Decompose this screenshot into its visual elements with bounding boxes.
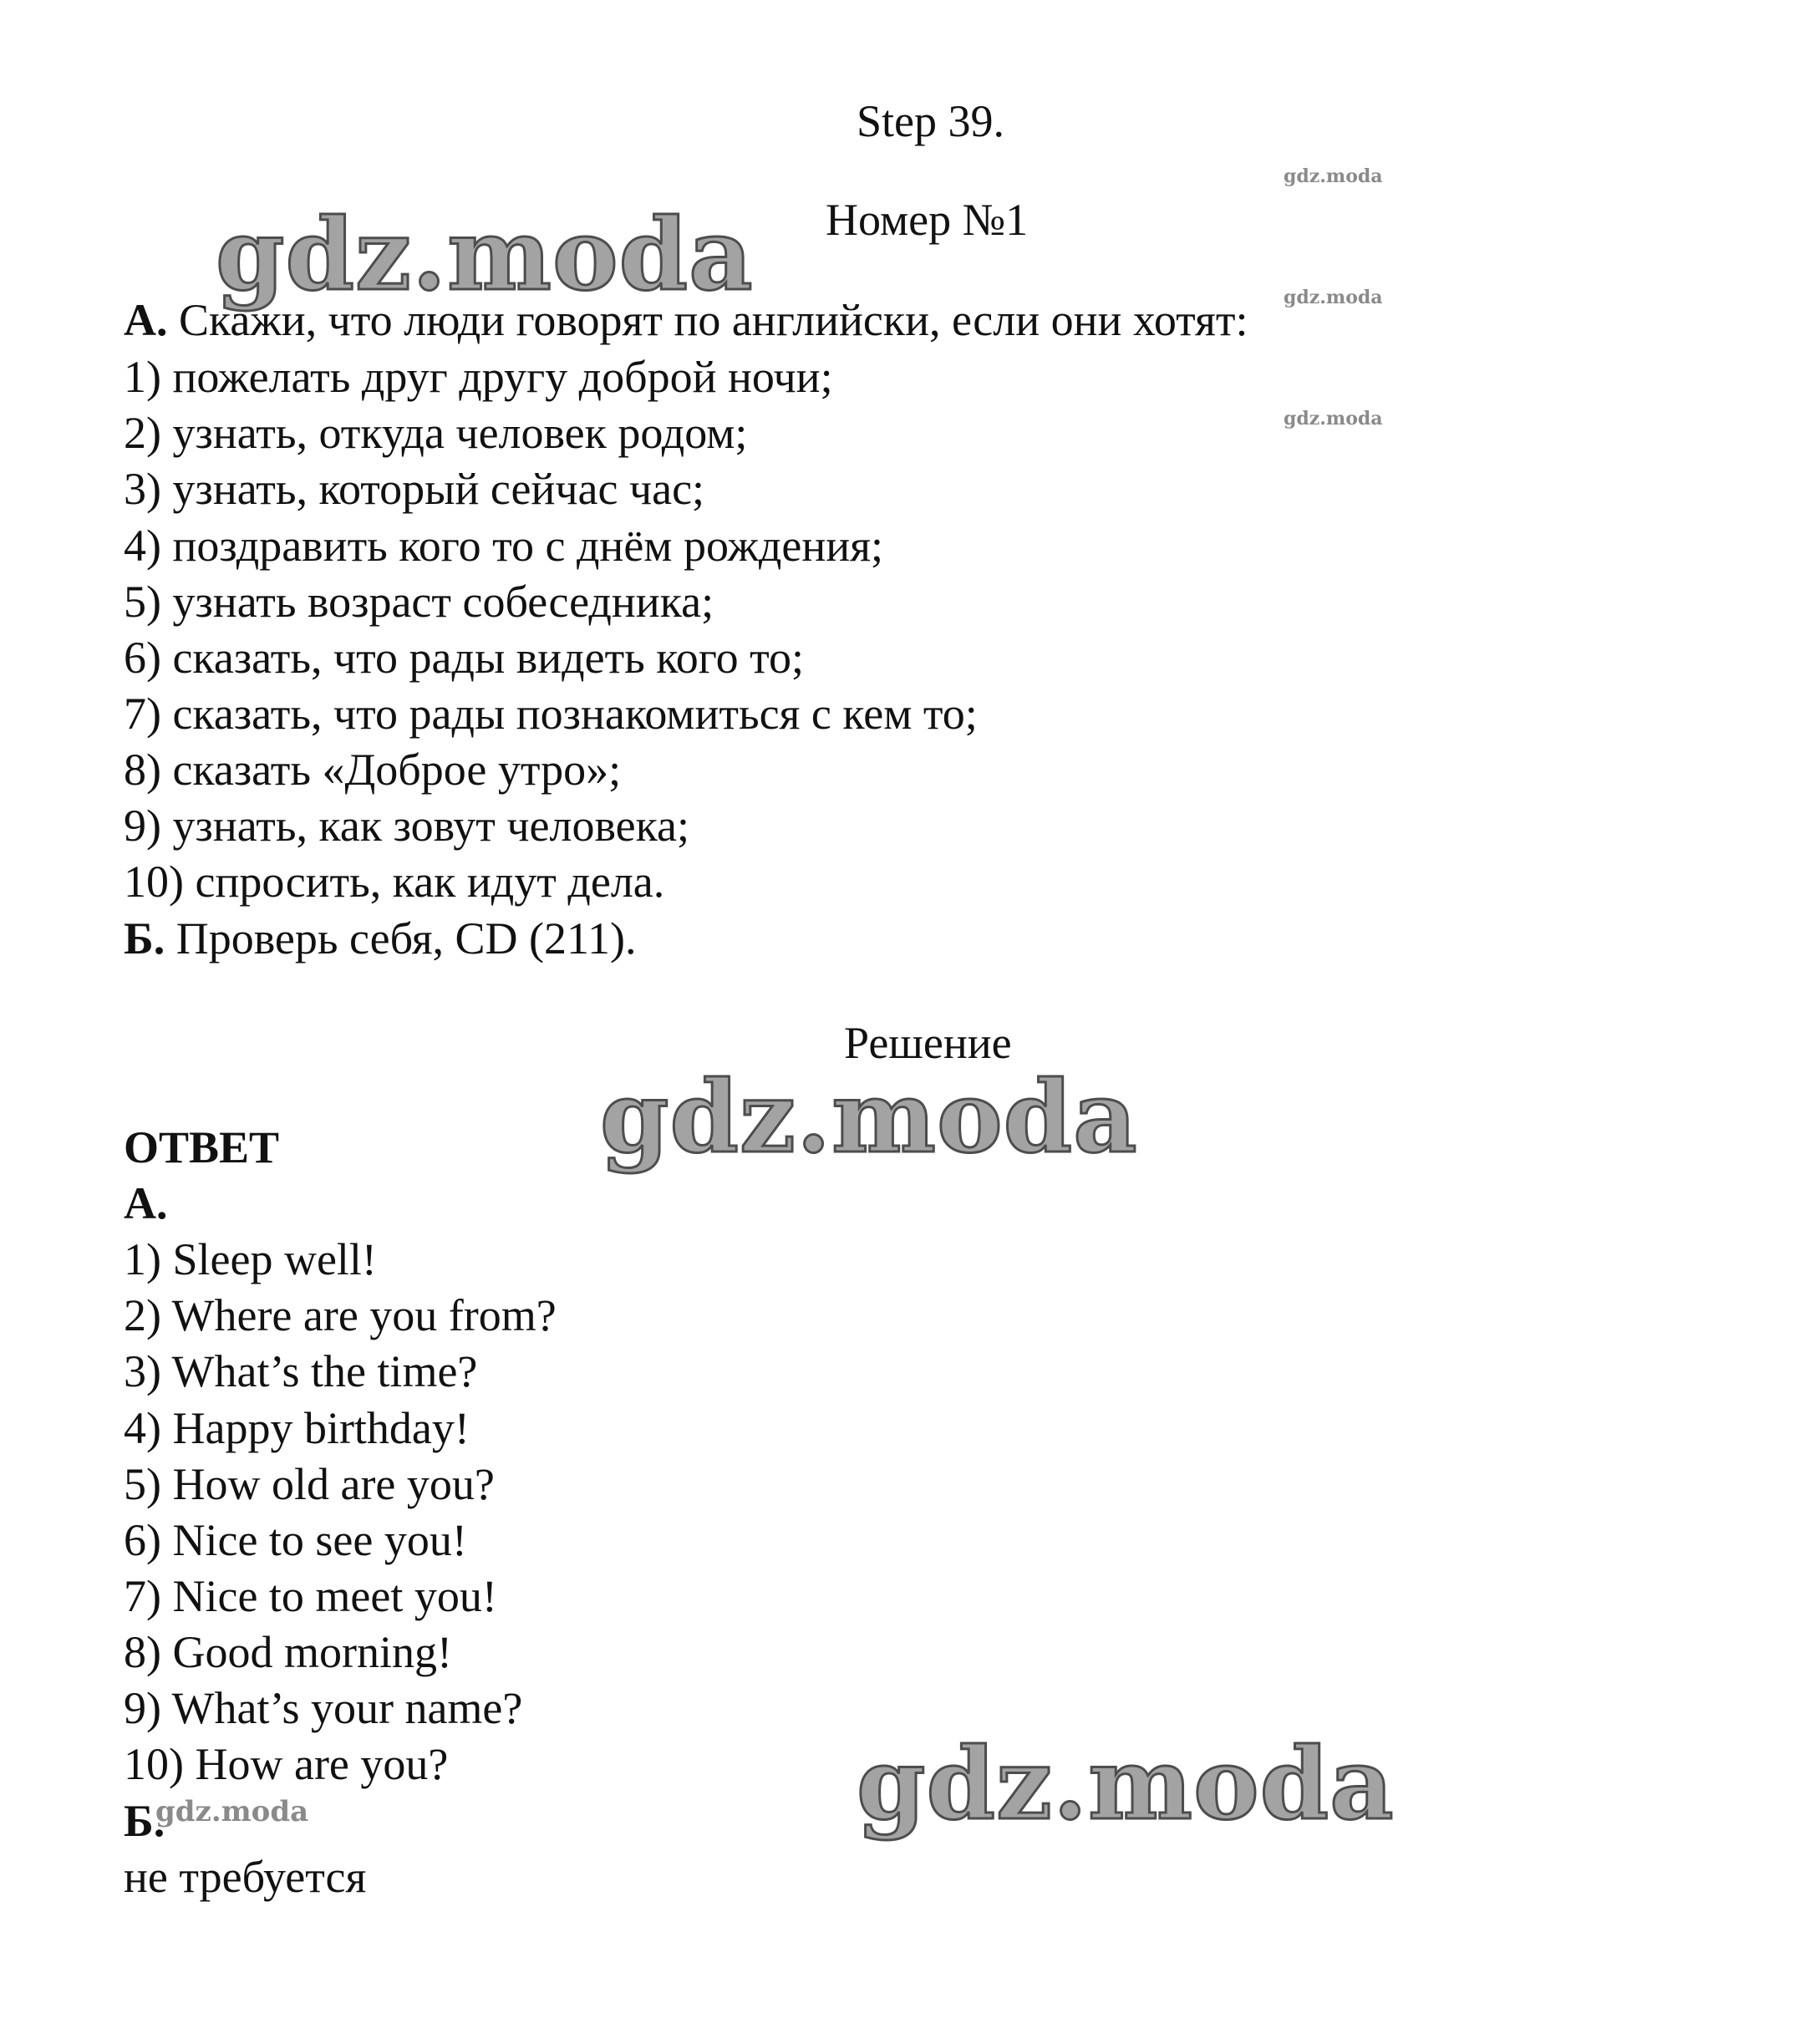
watermark-logo: gdz.moda <box>857 1726 1395 1842</box>
answer-item: 2) Where are you from? <box>124 1290 557 1340</box>
task-item: 1) пожелать друг другу доброй ночи; <box>124 352 833 402</box>
answer-item: 5) How old are you? <box>124 1459 495 1509</box>
answer-a-label: А. <box>124 1178 168 1228</box>
watermark-logo: gdz.moda <box>216 196 754 313</box>
answer-item: 1) Sleep well! <box>124 1234 377 1284</box>
task-number: Номер №1 <box>826 195 1029 245</box>
task-a-text: Скажи, что люди говорят по английски, если они хотят: <box>167 295 1248 345</box>
answer-item: 7) Nice to meet you! <box>124 1571 497 1621</box>
task-item: 2) узнать, откуда человек родом; <box>124 408 748 458</box>
watermark-small: gdz.moda <box>1284 408 1383 430</box>
task-item: 3) узнать, который сейчас час; <box>124 464 705 514</box>
task-item: 5) узнать возраст собеседника; <box>124 577 714 627</box>
solution-title: Решение <box>844 1018 1012 1068</box>
task-item: 4) поздравить кого то с днём рождения; <box>124 521 884 571</box>
answer-item: 6) Nice to see you! <box>124 1515 467 1565</box>
watermark-small: gdz.moda <box>1284 287 1383 308</box>
answer-item: 4) Happy birthday! <box>124 1403 470 1453</box>
watermark-small: gdz.moda <box>155 1795 309 1828</box>
task-b-text: Проверь себя, CD (211). <box>165 913 637 964</box>
watermark-small: gdz.moda <box>1284 165 1383 187</box>
answer-b-text: не требуется <box>124 1852 367 1902</box>
task-a-label: А. <box>124 295 168 345</box>
task-b-heading <box>124 911 637 966</box>
task-item: 8) сказать «Доброе утро»; <box>124 745 622 795</box>
task-item: 6) сказать, что рады видеть кого то; <box>124 633 804 683</box>
answer-item: 9) What’s your name? <box>124 1683 523 1733</box>
task-item: 9) узнать, как зовут человека; <box>124 801 690 851</box>
step-title: Step 39. <box>857 96 1005 146</box>
task-item: 10) спросить, как идут дела. <box>124 857 665 907</box>
watermark-logo: gdz.moda <box>600 1059 1138 1175</box>
answer-b-label: Б. <box>124 1796 165 1846</box>
task-b-label: Б. <box>124 913 165 964</box>
answer-item: 3) What’s the time? <box>124 1346 478 1396</box>
answer-item: 10) How are you? <box>124 1739 449 1789</box>
answer-heading: ОТВЕТ <box>124 1122 280 1172</box>
task-item: 7) сказать, что рады познакомиться с кем то; <box>124 689 978 739</box>
answer-item: 8) Good morning! <box>124 1627 452 1677</box>
